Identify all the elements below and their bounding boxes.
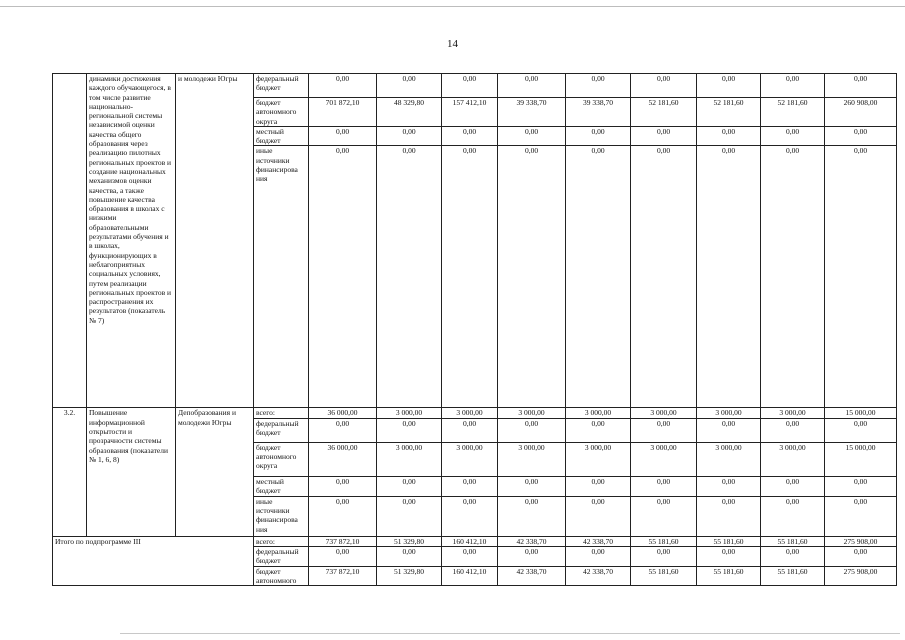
executor-cell: и молодежи Югры: [176, 74, 254, 408]
funding-source-cell: федеральный бюджет: [254, 418, 309, 442]
funding-source-cell: всего:: [254, 536, 309, 546]
amount-cell: 0,00: [761, 126, 825, 146]
amount-cell: 0,00: [442, 418, 498, 442]
amount-cell: 0,00: [697, 126, 761, 146]
amount-cell: 0,00: [631, 496, 697, 536]
item-number-cell: 3.2.: [53, 408, 87, 536]
amount-cell: 0,00: [566, 547, 631, 567]
amount-cell: 0,00: [377, 496, 442, 536]
amount-cell: 0,00: [309, 496, 377, 536]
scan-edge-top: [0, 6, 905, 7]
amount-cell: 0,00: [566, 146, 631, 408]
amount-cell: 0,00: [761, 146, 825, 408]
amount-cell: 52 181,60: [631, 98, 697, 127]
amount-cell: 42 338,70: [498, 566, 566, 586]
amount-cell: 15 000,00: [825, 408, 897, 418]
amount-cell: 0,00: [498, 418, 566, 442]
amount-cell: 0,00: [566, 126, 631, 146]
amount-cell: 55 181,60: [697, 536, 761, 546]
funding-source-cell: иные источники финансирова ния: [254, 496, 309, 536]
amount-cell: 160 412,10: [442, 566, 498, 586]
amount-cell: 0,00: [309, 418, 377, 442]
amount-cell: 0,00: [498, 126, 566, 146]
page-number: 14: [447, 38, 458, 50]
amount-cell: 52 181,60: [761, 98, 825, 127]
amount-cell: 0,00: [566, 418, 631, 442]
amount-cell: 0,00: [631, 74, 697, 98]
amount-cell: 0,00: [697, 476, 761, 496]
amount-cell: 0,00: [825, 74, 897, 98]
amount-cell: 3 000,00: [697, 408, 761, 418]
amount-cell: 0,00: [825, 496, 897, 536]
amount-cell: 55 181,60: [697, 566, 761, 586]
amount-cell: 0,00: [442, 126, 498, 146]
amount-cell: 3 000,00: [697, 442, 761, 476]
amount-cell: 15 000,00: [825, 442, 897, 476]
amount-cell: 0,00: [442, 547, 498, 567]
table-row: [53, 536, 897, 546]
amount-cell: 0,00: [377, 476, 442, 496]
amount-cell: 51 329,80: [377, 566, 442, 586]
amount-cell: 0,00: [697, 74, 761, 98]
amount-cell: 36 000,00: [309, 442, 377, 476]
table-row: [53, 74, 897, 98]
amount-cell: 0,00: [761, 74, 825, 98]
amount-cell: 51 329,80: [377, 536, 442, 546]
amount-cell: 0,00: [377, 74, 442, 98]
amount-cell: 0,00: [309, 126, 377, 146]
item-description-cell: динамики достижения каждого обучающегося, в том числе развитие национально-региональной системы независимой оценки качества общего образования через реализацию пилотных региональных проектов и создание национальных механизмов оценки качества, а также повышение качества образования в школах с низкими образовательными результатами обучения и в школах, функционирующих в неблагоприятных социальных условиях, путем реализации региональных проектов и распространения их результатов (показатель № 7): [87, 74, 176, 408]
funding-source-cell: местный бюджет: [254, 126, 309, 146]
amount-cell: 3 000,00: [498, 442, 566, 476]
funding-source-cell: федеральный бюджет: [254, 74, 309, 98]
amount-cell: 0,00: [498, 476, 566, 496]
amount-cell: 0,00: [631, 418, 697, 442]
funding-source-cell: бюджет автономного округа: [254, 442, 309, 476]
amount-cell: 3 000,00: [442, 408, 498, 418]
amount-cell: 0,00: [309, 74, 377, 98]
amount-cell: 42 338,70: [566, 536, 631, 546]
amount-cell: 0,00: [631, 126, 697, 146]
amount-cell: 0,00: [309, 146, 377, 408]
amount-cell: 55 181,60: [631, 536, 697, 546]
budget-table: [52, 73, 897, 586]
amount-cell: 0,00: [761, 476, 825, 496]
amount-cell: 275 908,00: [825, 566, 897, 586]
amount-cell: 0,00: [498, 547, 566, 567]
amount-cell: 39 338,70: [566, 98, 631, 127]
amount-cell: 0,00: [498, 74, 566, 98]
amount-cell: 0,00: [697, 146, 761, 408]
amount-cell: 260 908,00: [825, 98, 897, 127]
amount-cell: 737 872,10: [309, 536, 377, 546]
amount-cell: 0,00: [825, 146, 897, 408]
item-number-cell: [53, 74, 87, 408]
amount-cell: 0,00: [309, 547, 377, 567]
budget-table-body: [53, 74, 897, 586]
table-row: [53, 408, 897, 418]
amount-cell: 0,00: [825, 126, 897, 146]
funding-source-cell: местный бюджет: [254, 476, 309, 496]
amount-cell: 55 181,60: [761, 536, 825, 546]
amount-cell: 0,00: [309, 476, 377, 496]
item-description-cell: Повышение информационной открытости и прозрачности системы образования (показатели № 1, 6, 8): [87, 408, 176, 536]
funding-source-cell: всего:: [254, 408, 309, 418]
amount-cell: 0,00: [498, 496, 566, 536]
amount-cell: 55 181,60: [631, 566, 697, 586]
amount-cell: 275 908,00: [825, 536, 897, 546]
funding-source-cell: бюджет автономного округа: [254, 98, 309, 127]
amount-cell: 0,00: [377, 126, 442, 146]
amount-cell: 3 000,00: [377, 442, 442, 476]
amount-cell: 3 000,00: [442, 442, 498, 476]
amount-cell: 0,00: [761, 496, 825, 536]
amount-cell: 0,00: [697, 418, 761, 442]
amount-cell: 737 872,10: [309, 566, 377, 586]
amount-cell: 3 000,00: [631, 442, 697, 476]
scan-edge-bottom: [120, 633, 900, 634]
amount-cell: 0,00: [825, 476, 897, 496]
amount-cell: 0,00: [566, 74, 631, 98]
amount-cell: 0,00: [498, 146, 566, 408]
amount-cell: 0,00: [442, 74, 498, 98]
amount-cell: 42 338,70: [498, 536, 566, 546]
amount-cell: 3 000,00: [631, 408, 697, 418]
amount-cell: 55 181,60: [761, 566, 825, 586]
amount-cell: 0,00: [631, 476, 697, 496]
amount-cell: 0,00: [631, 146, 697, 408]
amount-cell: 39 338,70: [498, 98, 566, 127]
amount-cell: 0,00: [697, 496, 761, 536]
amount-cell: 3 000,00: [761, 408, 825, 418]
amount-cell: 3 000,00: [566, 408, 631, 418]
amount-cell: 0,00: [631, 547, 697, 567]
amount-cell: 157 412,10: [442, 98, 498, 127]
amount-cell: 0,00: [697, 547, 761, 567]
amount-cell: 0,00: [825, 418, 897, 442]
amount-cell: 0,00: [377, 547, 442, 567]
funding-source-cell: федеральный бюджет: [254, 547, 309, 567]
amount-cell: 0,00: [761, 547, 825, 567]
amount-cell: 3 000,00: [377, 408, 442, 418]
amount-cell: 0,00: [442, 496, 498, 536]
amount-cell: 0,00: [377, 418, 442, 442]
amount-cell: 3 000,00: [498, 408, 566, 418]
funding-source-cell: иные источники финансирова ния: [254, 146, 309, 408]
amount-cell: 48 329,80: [377, 98, 442, 127]
amount-cell: 0,00: [566, 496, 631, 536]
amount-cell: 0,00: [442, 146, 498, 408]
amount-cell: 42 338,70: [566, 566, 631, 586]
amount-cell: 0,00: [825, 547, 897, 567]
amount-cell: 52 181,60: [697, 98, 761, 127]
amount-cell: 0,00: [761, 418, 825, 442]
amount-cell: 36 000,00: [309, 408, 377, 418]
amount-cell: 0,00: [377, 146, 442, 408]
amount-cell: 701 872,10: [309, 98, 377, 127]
amount-cell: 160 412,10: [442, 536, 498, 546]
amount-cell: 3 000,00: [761, 442, 825, 476]
subtotal-label-cell: Итого по подпрограмме III: [53, 536, 254, 585]
funding-source-cell: бюджет автономного: [254, 566, 309, 586]
executor-cell: Депобразования и молодежи Югры: [176, 408, 254, 536]
amount-cell: 0,00: [442, 476, 498, 496]
amount-cell: 3 000,00: [566, 442, 631, 476]
amount-cell: 0,00: [566, 476, 631, 496]
